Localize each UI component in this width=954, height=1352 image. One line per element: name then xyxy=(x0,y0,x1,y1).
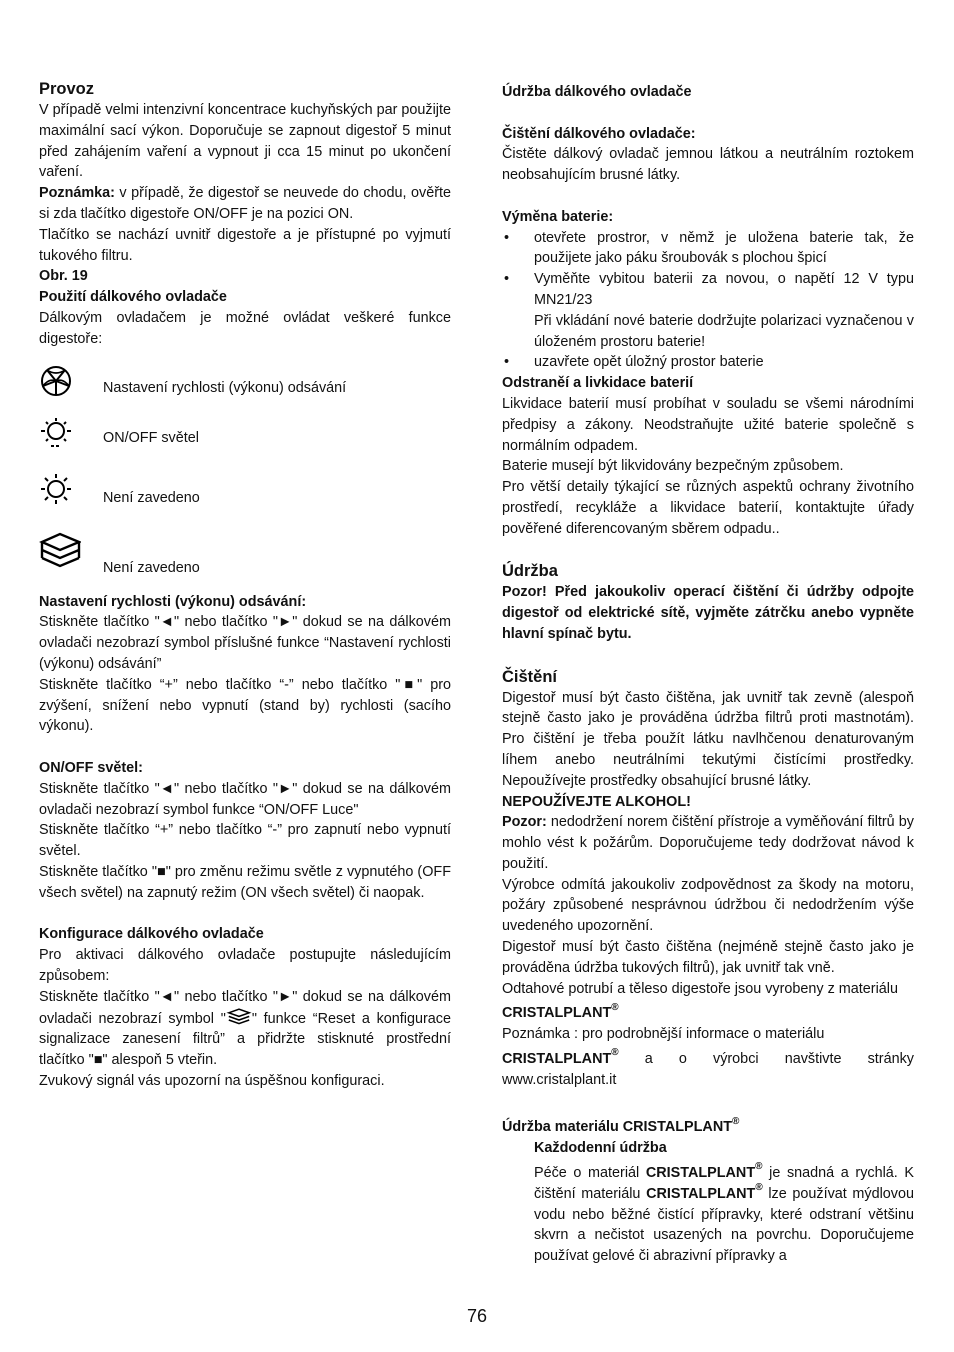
daily-maintenance-text: Péče o materiál CRISTALPLANT® je snadná a rychlá. K čištění materiálu CRISTALPLANT® lze používat mýdlovou vodu nebo běžné čistící přípravky, které odstraní většinu skvrn a nečistot usazených na povrchu. Doporučujeme používat gelové či abrazivní přípravky a xyxy=(534,1161,915,1265)
icon-row-fan xyxy=(39,370,451,422)
remote-cleaning-text: Čistěte dálkový ovladač jemnou látkou a neutrálním roztokem neobsahujícím brusné látky. xyxy=(502,146,914,184)
disposal-paragraph-1: Likvidace baterií musí probíhat v souladu se všemi národními předpisy a zákony. Neodstraňujte užité baterie společně s normálním odpadem. xyxy=(502,395,914,454)
speed-title: Nastavení rychlosti (výkonu) odsávání: xyxy=(39,593,307,610)
bullet-icon: • xyxy=(504,271,510,288)
udrzba-warning: Pozor! Před jakoukoliv operací čištění či údržby odpojte digestoř od elektrické sítě, vyjměte zátrčku anebo vypněte hlavní spínač bytu. xyxy=(502,584,914,642)
remote-usage-intro: Dálkovým ovladačem je možné ovládat veškeré funkce digestoře: xyxy=(39,309,451,347)
icon-label-sun: Není zavedeno xyxy=(103,489,200,506)
light-paragraph-3: Stiskněte tlačítko "■" pro změnu režimu světle z vypnutého (OFF všech světel) na zapnutý režim (ON všech světel) či naopak. xyxy=(39,863,451,901)
icon-row-filter xyxy=(39,536,451,590)
section-title-cisteni: Čištění xyxy=(502,667,558,686)
section-title-provoz: Provoz xyxy=(39,80,95,98)
page-number: 76 xyxy=(466,1306,488,1326)
note-text: v případě, že digestoř se neuvede do chodu, ověřte si zda tlačítko digestoře ON/OFF je na pozici ON. xyxy=(39,185,451,222)
bullet-icon: • xyxy=(504,354,510,371)
filter-layers-icon xyxy=(39,532,81,572)
brand-name: CRISTALPLANT® xyxy=(502,1001,619,1022)
disclaimer-paragraph: Výrobce odmítá jakoukoliv zodpovědnost za škody na motoru, požáry způsobené nesprávnou údržbou či nedodržením výše uvedeného upozornění. xyxy=(502,876,914,935)
material-intro: Odtahové potrubí a těleso digestoře jsou vyrobeny z materiálu xyxy=(502,980,898,997)
material-note-b: CRISTALPLANT® a o výrobci navštivte stránky www.cristalplant.it xyxy=(502,1047,914,1088)
config-text-a: Stiskněte tlačítko "◄" nebo tlačítko "►" dokud se na dálkovém ovladači nezobrazí symbol " xyxy=(39,988,451,1027)
provoz-paragraph: V případě velmi intenzivní koncentrace kuchyňských par použijte maximální sací výkon. Doporučuje se zapnout digestoř 5 minut před zahájením vaření a vypnout ji cca 15 minut po ukončení vaření. xyxy=(39,102,451,181)
disposal-title: Odstraněí a livkidace baterií xyxy=(502,375,694,392)
no-alcohol-warning: NEPOUŽÍVEJTE ALKOHOL! xyxy=(502,793,691,810)
figure-label: Obr. 19 xyxy=(39,268,88,285)
left-column xyxy=(39,78,451,1092)
light-paragraph-1: Stiskněte tlačítko "◄" nebo tlačítko "►" dokud se na dálkovém ovladači nezobrazí symbol funkce “ON/OFF Luce" xyxy=(39,780,451,818)
remote-maintenance-title: Údržba dálkového ovladače xyxy=(502,84,692,100)
icon-label-fan: Nastavení rychlosti (výkonu) odsávání xyxy=(103,379,347,396)
daily-maintenance-block xyxy=(502,1138,914,1267)
light-on-off-icon xyxy=(39,416,73,450)
light-paragraph-2: Stiskněte tlačítko “+” nebo tlačítko “-” pro zapnutí nebo vypnutí světel. xyxy=(39,822,451,860)
light-title: ON/OFF světel: xyxy=(39,759,143,776)
battery-list xyxy=(502,228,914,374)
config-paragraph-2 xyxy=(39,987,451,1071)
pozor-label: Pozor: xyxy=(502,814,547,831)
cristalplant-maintenance-title: Údržba materiálu CRISTALPLANT® xyxy=(502,1115,740,1136)
speed-paragraph-2: Stiskněte tlačítko “+” nebo tlačítko “-” nebo tlačítko "■" pro zvýšení, snížení nebo vypnutí (stand by) rychlosti (sacího výkonu). xyxy=(39,676,451,735)
icon-label-light: ON/OFF světel xyxy=(103,429,199,446)
cisteni-paragraph-1: Digestoř musí být často čištěna, jak uvnitř tak zevně (alespoň stejně často jako je prováděna údržba filtrů proti mastnotám). Pro čištění je třeba použít látku navlhčenou denaturovaným líhem anebo neutrálními tekutými čistícími prostředky. Nepoužívejte prostředky obsahující brusné látky. xyxy=(502,689,914,789)
disposal-paragraph-2: Baterie musejí být likvidovány bezpečným způsobem. xyxy=(502,458,844,475)
list-item: • Vyměňte vybitou baterii za novou, o napětí 12 V typu MN21/23 xyxy=(504,271,914,308)
pozor-paragraph: Pozor: nedodržení norem čištění přístroje a vyměňování filtrů by mohlo vést k požárům. Doporučujeme tedy dodržovat návod k použití. xyxy=(502,814,914,872)
icon-row-light xyxy=(39,422,451,474)
note-paragraph-2: Tlačítko se nachází uvnitř digestoře a je přístupné po vyjmutí tukového filtru. xyxy=(39,226,451,264)
config-paragraph-3: Zvukový signál vás upozorní na úspěšnou konfiguraci. xyxy=(39,1072,385,1089)
list-item: • otevřete prostror, v němž je uložena baterie tak, že použijete jako páku šroubovák s plochou špicí xyxy=(504,229,914,267)
sun-icon xyxy=(39,472,73,506)
right-column xyxy=(502,78,914,1267)
remote-cleaning-title: Čištění dálkového ovladače: xyxy=(502,125,696,142)
speed-paragraph-1: Stiskněte tlačítko "◄" nebo tlačítko "►" dokud se na dálkovém ovladači nezobrazí symbol příslušné funkce “Nastavení rychlosti (výkonu) odsávání” xyxy=(39,614,451,672)
icon-row-sun xyxy=(39,474,451,536)
clean-often-paragraph: Digestoř musí být často čištěna (nejméně stejně často jako je prováděna údržba tukových filtrů), jak uvnitř tak vně. xyxy=(502,939,914,976)
daily-maintenance-title: Každodenní údržba xyxy=(534,1140,667,1157)
bullet-icon: • xyxy=(504,229,510,246)
disposal-paragraph-3: Pro větší detaily týkající se různých aspektů ochrany životního prostředí, recykláže a likvidace baterií, kontaktujte úřady pověřené diferencovaným sběrem odpadu.. xyxy=(502,479,914,537)
note-paragraph xyxy=(39,183,451,225)
config-paragraph-1: Pro aktivaci dálkového ovladače postupujte následujícím způsobem: xyxy=(39,947,451,984)
material-note-a: Poznámka : pro podrobnější informace o materiálu xyxy=(502,1026,825,1043)
note-label: Poznámka: xyxy=(39,185,115,202)
list-item: • uzavřete opět úložný prostor baterie xyxy=(502,352,914,373)
config-title: Konfigurace dálkového ovladače xyxy=(39,926,264,943)
icon-label-filter: Není zavedeno xyxy=(103,559,200,576)
battery-title: Výměna baterie: xyxy=(502,208,614,225)
list-item-note: Při vkládání nové baterie dodržujte polarizaci vyznačenou v úloženém prostoru baterie! xyxy=(534,312,914,350)
section-title-udrzba: Údržba xyxy=(502,562,558,581)
fan-icon xyxy=(39,364,73,398)
remote-usage-title: Použití dálkového ovladače xyxy=(39,289,227,306)
config-text-b: " funkce “Reset a konfigurace signalizace zanesení filtrů” a přidržte stisknuté prostřední tlačítko "■" alespoň 5 vteřin. xyxy=(39,1010,451,1069)
filter-layers-icon xyxy=(226,1008,252,1026)
